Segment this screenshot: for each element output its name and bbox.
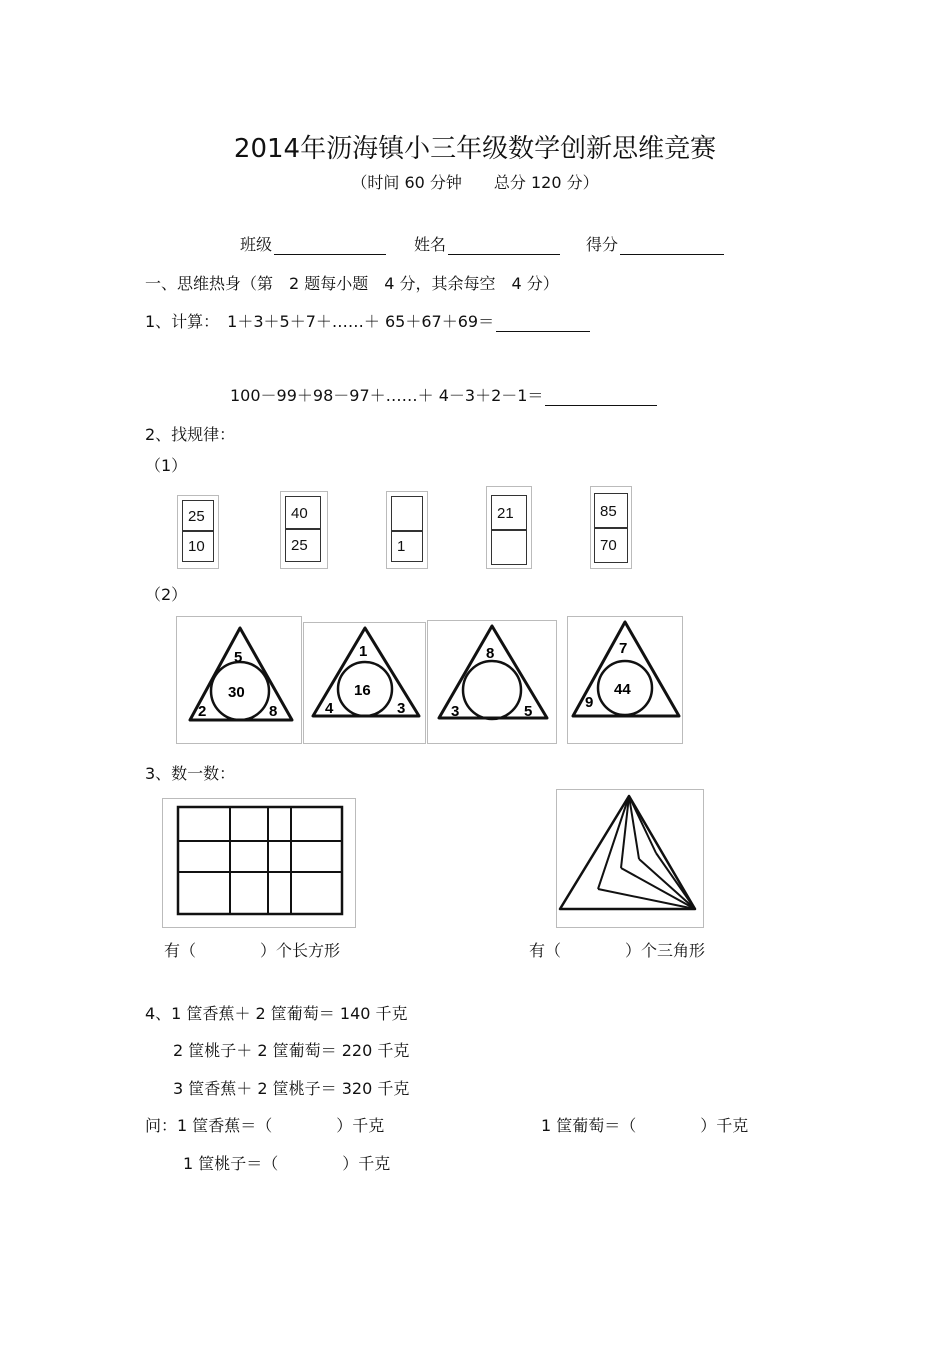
page-title: 2014年沥海镇小三年级数学创新思维竞赛 bbox=[233, 134, 717, 164]
pair-top-cell: 85 bbox=[594, 493, 628, 529]
triangle-top-number: 1 bbox=[359, 643, 368, 660]
triangle-center-number: 30 bbox=[228, 684, 245, 701]
class-blank[interactable] bbox=[274, 236, 386, 255]
section-heading: 一、思维热身（第 2 题每小题 4 分，其余每空 4 分） bbox=[145, 274, 559, 293]
q4-grape-answer[interactable]: 1 筐葡萄＝（ ）千克 bbox=[541, 1116, 749, 1135]
triangle-center-number: 16 bbox=[354, 682, 371, 699]
q4-line2: 2 筐桃子＋ 2 筐葡萄＝ 220 千克 bbox=[173, 1041, 410, 1060]
number-pair-5 bbox=[590, 486, 632, 569]
name-label: 姓名 bbox=[414, 235, 447, 254]
rectangle-count-answer[interactable]: 有（ ）个长方形 bbox=[164, 941, 341, 960]
q4-peach-answer[interactable]: 1 筐桃子＝（ ）千克 bbox=[183, 1154, 391, 1173]
q2-label: 2、找规律： bbox=[145, 425, 236, 444]
triangle-left-number: 4 bbox=[325, 700, 334, 717]
class-label: 班级 bbox=[240, 235, 273, 254]
triangle-left-number: 2 bbox=[198, 703, 207, 720]
triangle-top-number: 7 bbox=[619, 640, 628, 657]
q3-label: 3、数一数： bbox=[145, 764, 236, 783]
class-field[interactable] bbox=[240, 232, 386, 255]
triangle-right-number: 8 bbox=[269, 703, 278, 720]
triangle-count-answer[interactable]: 有（ ）个三角形 bbox=[529, 941, 706, 960]
triangle-puzzle-4 bbox=[567, 616, 683, 744]
name-field[interactable] bbox=[414, 232, 560, 255]
pair-bottom-cell: 1 bbox=[391, 530, 423, 562]
pair-bottom-cell bbox=[491, 529, 527, 565]
q1-line2 bbox=[230, 383, 657, 406]
pair-top-cell: 40 bbox=[285, 496, 321, 530]
triangle-puzzle-3 bbox=[427, 620, 557, 744]
name-blank[interactable] bbox=[448, 236, 560, 255]
triangle-puzzle-2 bbox=[303, 622, 426, 744]
score-field[interactable] bbox=[586, 232, 724, 255]
pair-bottom-cell: 70 bbox=[594, 527, 628, 563]
q4-banana-answer[interactable]: 问：1 筐香蕉＝（ ）千克 bbox=[145, 1116, 385, 1135]
number-pair-4 bbox=[486, 486, 532, 569]
triangle-top-number: 8 bbox=[486, 645, 495, 662]
number-pair-1 bbox=[177, 495, 219, 569]
triangle-top-number: 5 bbox=[234, 649, 243, 666]
number-pair-3 bbox=[386, 491, 428, 569]
q2-part1-label: （1） bbox=[145, 456, 188, 475]
triangle-left-number: 3 bbox=[451, 703, 460, 720]
triangle-center-number: 44 bbox=[614, 681, 631, 698]
pair-bottom-cell: 25 bbox=[285, 528, 321, 562]
exam-info: （时间 60 分钟 总分 120 分） bbox=[351, 173, 599, 192]
triangle-right-number: 3 bbox=[397, 700, 406, 717]
q1-line1 bbox=[145, 309, 590, 332]
pair-top-cell bbox=[391, 496, 423, 532]
triangle-count-figure bbox=[556, 789, 704, 928]
pair-top-cell: 25 bbox=[182, 500, 214, 532]
q1-answer-blank-1[interactable] bbox=[496, 313, 590, 332]
score-blank[interactable] bbox=[620, 236, 724, 255]
q1-expression-1: 1、计算： 1＋3＋5＋7＋……＋ 65＋67＋69＝ bbox=[145, 312, 495, 331]
number-pair-2 bbox=[280, 491, 328, 569]
score-label: 得分 bbox=[586, 235, 619, 254]
q4-line1: 4、1 筐香蕉＋ 2 筐葡萄＝ 140 千克 bbox=[145, 1004, 408, 1023]
q4-line3: 3 筐香蕉＋ 2 筐桃子＝ 320 千克 bbox=[173, 1079, 410, 1098]
triangle-left-number: 9 bbox=[585, 694, 594, 711]
q2-part2-label: （2） bbox=[145, 585, 188, 604]
pair-bottom-cell: 10 bbox=[182, 530, 214, 562]
pair-top-cell: 21 bbox=[491, 495, 527, 531]
q1-expression-2: 100－99＋98－97＋……＋ 4－3＋2－1＝ bbox=[230, 386, 544, 405]
triangle-puzzle-1 bbox=[176, 616, 302, 744]
q1-answer-blank-2[interactable] bbox=[545, 387, 657, 406]
triangle-right-number: 5 bbox=[524, 703, 533, 720]
rectangle-grid-figure bbox=[162, 798, 356, 928]
